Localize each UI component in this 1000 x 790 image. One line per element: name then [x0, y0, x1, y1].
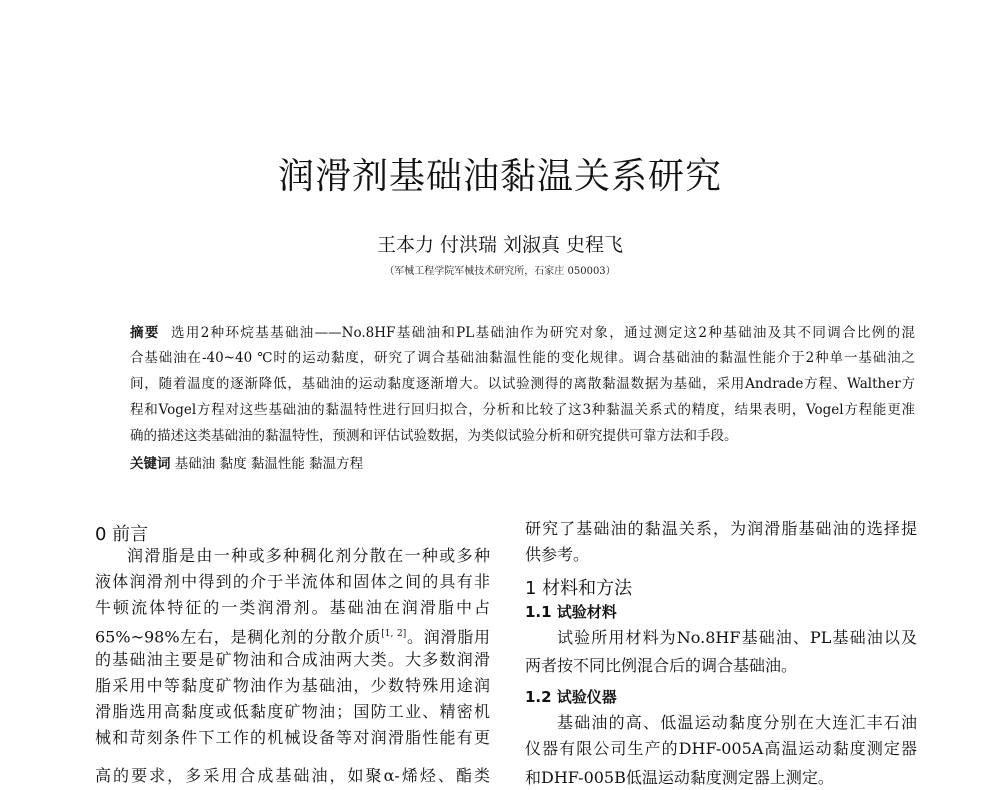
abstract-line-2: 合基础油在-40~40 ℃时的运动黏度，研究了调合基础油黏温性能的变化规律。调合基础油的黏温性能介于2种单一基础油之 [130, 350, 915, 366]
body-line: 两者按不同比例混合后的调合基础油。 [525, 656, 798, 675]
abstract-label: 摘要 [130, 325, 160, 341]
body-line: 和DHF-005B低温运动黏度测定器上测定。 [525, 768, 834, 787]
body-line: 牛顿流体特征的一类润滑剂。基础油在润滑脂中占 [95, 598, 490, 617]
affiliation: （军械工程学院军械技术研究所，石家庄 050003） [384, 266, 616, 277]
subsection-heading-instruments: 1.2 试验仪器 [525, 688, 617, 706]
abstract-line-4: 程和Vogel方程对这些基础油的黏温特性进行回归拟合，分析和比较了这3种黏温关系式的精度，结果表明，Vogel方程能更准 [130, 402, 915, 418]
citation: [1, 2] [381, 629, 407, 639]
body-line: 65%~98%左右，是稠化剂的分散介质[1, 2]。润滑脂用 [95, 627, 490, 646]
body-line: 润滑脂是由一种或多种稠化剂分散在一种或多种 [127, 546, 490, 565]
keywords-label: 关键词 [130, 456, 171, 472]
section-heading-methods: 1 材料和方法 [525, 578, 633, 599]
body-line: 基础油的高、低温运动黏度分别在大连汇丰石油 [557, 713, 917, 732]
body-line: 高的要求，多采用合成基础油，如聚α-烯烃、酯类 [95, 766, 490, 785]
paper-title: 润滑剂基础油黏温关系研究 [277, 156, 722, 197]
keywords-text: 基础油 黏度 黏温性能 黏温方程 [174, 456, 364, 472]
abstract-line-5: 确的描述这类基础油的黏温特性，预测和评估试验数据，为类似试验分析和研究提供可靠方法和手段。 [130, 428, 738, 444]
abstract-line-1: 摘要 选用2种环烷基基础油——No.8HF基础油和PL基础油作为研究对象，通过测定这2种基础油及其不同调合比例的混 [130, 325, 915, 341]
body-line: 滑脂选用高黏度或低黏度矿物油；国防工业、精密机 [95, 702, 490, 721]
body-line: 的基础油主要是矿物油和合成油两大类。大多数润滑 [95, 650, 490, 669]
body-line: 脂采用中等黏度矿物油作为基础油，少数特殊用途润 [95, 676, 490, 695]
body-line: 研究了基础油的黏温关系，为润滑脂基础油的选择提 [525, 519, 917, 538]
body-line: 液体润滑剂中得到的介于半流体和固体之间的具有非 [95, 572, 490, 591]
abstract-line-3: 间，随着温度的逐渐降低，基础油的运动黏度逐渐增大。以试验测得的离散黏温数据为基础，采用Andrade方程、Walther方 [130, 376, 915, 392]
body-line: 试验所用材料为No.8HF基础油、PL基础油以及 [557, 628, 917, 647]
section-heading-intro: 0 前言 [95, 524, 149, 545]
body-line: 仪器有限公司生产的DHF-005A高温运动黏度测定器 [525, 739, 917, 758]
authors: 王本力 付洪瑞 刘淑真 史程飞 [376, 234, 624, 256]
keywords [130, 452, 363, 472]
body-line: 供参考。 [525, 545, 590, 564]
body-line: 械和苛刻条件下工作的机械设备等对润滑脂性能有更 [95, 728, 490, 747]
subsection-heading-materials: 1.1 试验材料 [525, 603, 617, 621]
